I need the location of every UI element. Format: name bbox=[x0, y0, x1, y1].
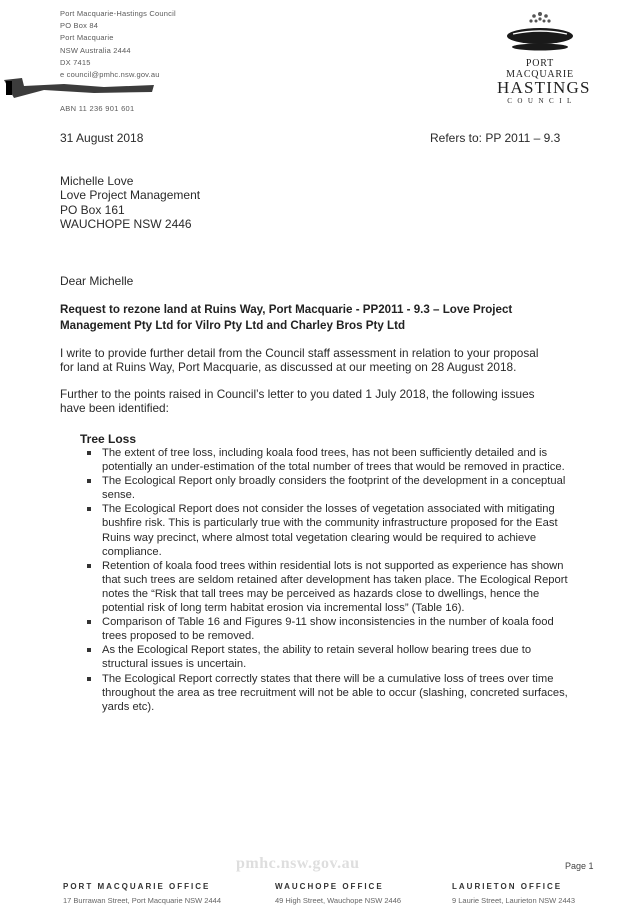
council-address-line: NSW Australia 2444 bbox=[60, 45, 131, 55]
letter-date: 31 August 2018 bbox=[60, 131, 144, 145]
bullet-icon bbox=[87, 620, 91, 624]
logo-line-port-macquarie: PORT MACQUARIE bbox=[506, 58, 574, 80]
office-address-wauchope: 49 High Street, Wauchope NSW 2446 bbox=[275, 896, 402, 905]
office-name-port-macquarie: PORT MACQUARIE OFFICE bbox=[63, 882, 211, 891]
section-heading: Tree Loss bbox=[80, 432, 137, 446]
list-item-text: The Ecological Report does not consider the losses of vegetation associated with mitigating bushfire risk. This is particularly true with the community infrastructure proposed for the East Ruins way precinct, where almost total vegetation clearing would be required to achieve compliance. bbox=[102, 503, 558, 558]
list-item-text: As the Ecological Report states, the ability to retain several hollow bearing trees due to structural issues is uncertain. bbox=[102, 644, 532, 671]
bullet-icon bbox=[87, 507, 91, 511]
council-address-line: PO Box 84 bbox=[60, 21, 99, 31]
reference-number: Refers to: PP 2011 – 9.3 bbox=[430, 131, 561, 145]
list-item-text: The Ecological Report only broadly considers the footprint of the development in a conceptual sense. bbox=[102, 475, 566, 502]
office-address-port-macquarie: 17 Burrawan Street, Port Macquarie NSW 2444 bbox=[63, 896, 221, 905]
list-item bbox=[83, 643, 568, 671]
office-name-wauchope: WAUCHOPE OFFICE bbox=[275, 882, 384, 891]
office-name-laurieton: LAURIETON OFFICE bbox=[452, 882, 563, 891]
list-item bbox=[83, 502, 568, 558]
body-paragraph: Further to the points raised in Council’s letter to you dated 1 July 2018, the following issues have been identified: bbox=[60, 387, 535, 415]
abn-number: ABN 11 236 901 601 bbox=[60, 104, 135, 113]
council-address bbox=[60, 8, 176, 81]
list-item-text: The Ecological Report correctly states that there will be a cumulative loss of trees over time throughout the area as tree recruitment will not be able to occur (slashing, concreted surfaces, yards etc). bbox=[102, 672, 568, 713]
recipient-town: WAUCHOPE NSW 2446 bbox=[60, 216, 192, 231]
recipient-address bbox=[60, 174, 200, 231]
council-address-line: DX 7415 bbox=[60, 57, 91, 67]
scan-smudge bbox=[4, 78, 154, 100]
salutation: Dear Michelle bbox=[60, 274, 134, 288]
list-item bbox=[83, 446, 568, 474]
body-paragraph: I write to provide further detail from the Council staff assessment in relation to your proposal for land at Ruins Way, Port Macquarie, as discussed at our meeting on 28 August 2018. bbox=[60, 346, 539, 374]
logo-line-hastings: HASTINGS bbox=[497, 78, 591, 97]
bullet-icon bbox=[87, 648, 91, 652]
list-item-text: The extent of tree loss, including koala food trees, has not been sufficiently detailed and is potentially an under-estimation of the total number of trees that would be removed in practice. bbox=[102, 447, 565, 474]
recipient-po-box: PO Box 161 bbox=[60, 202, 125, 217]
recipient-company: Love Project Management bbox=[60, 188, 201, 203]
list-item bbox=[83, 615, 568, 643]
logo-line-council: COUNCIL bbox=[507, 97, 577, 105]
council-email: e council@pmhc.nsw.gov.au bbox=[60, 70, 160, 80]
tree-loss-list bbox=[83, 446, 568, 714]
letter-subject: Request to rezone land at Ruins Way, Port Macquarie - PP2011 - 9.3 – Love Project Management Pty Ltd for Vilro Pty Ltd and Charley Bros Pty Ltd bbox=[60, 303, 513, 332]
list-item bbox=[83, 474, 568, 502]
list-item-text: Retention of koala food trees within residential lots is not supported as experience has shown that such trees are seldom retained after development has taken place. The Ecological Report notes the “Risk that tall trees may be perceived as hazards close to dwellings, hence the potential risk of long term habitat erosion via incremental loss” (Table 16). bbox=[102, 559, 568, 615]
council-address-line: Port Macquarie bbox=[60, 33, 114, 43]
footer-website: pmhc.nsw.gov.au bbox=[236, 855, 360, 872]
list-item bbox=[83, 559, 568, 615]
council-logo bbox=[497, 8, 591, 105]
list-item-text: Comparison of Table 16 and Figures 9-11 show inconsistencies in the number of koala food trees proposed to be removed. bbox=[102, 616, 554, 643]
bullet-icon bbox=[87, 677, 91, 681]
page-number: Page 1 bbox=[565, 861, 594, 871]
council-emblem-icon bbox=[505, 8, 575, 52]
recipient-name: Michelle Love bbox=[60, 174, 134, 188]
bullet-icon bbox=[87, 479, 91, 483]
list-item bbox=[83, 672, 568, 714]
bullet-icon bbox=[87, 451, 91, 455]
office-address-laurieton: 9 Laurie Street, Laurieton NSW 2443 bbox=[452, 896, 575, 905]
bullet-icon bbox=[87, 564, 91, 568]
council-address-line: Port Macquarie-Hastings Council bbox=[60, 9, 176, 18]
